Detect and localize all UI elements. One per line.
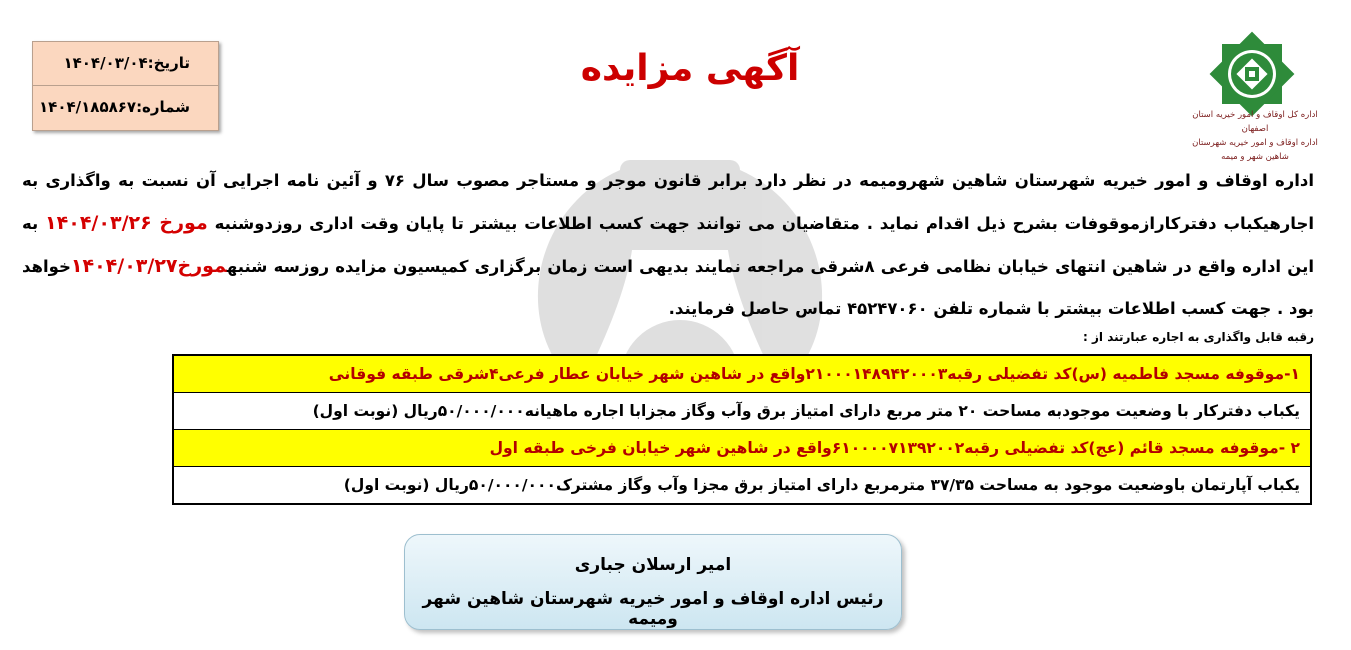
body-text-part-2: به این اداره واقع در شاهین انتهای خیابان نظامی فرعی ۸شرقی مراجعه نمایند بدیهی است زمان برگزاری کمیسیون مزایده روزسه شنبه xyxy=(22,214,1314,276)
table-row: یکباب آپارتمان باوضعیت موجود به مساحت ۳۷/۳۵ مترمربع دارای امتیاز برق مجزا وآب وگاز مشترک۵۰/۰۰۰/۰۰۰ریال (نوبت اول) xyxy=(174,467,1310,503)
number-label: شماره:۱۴۰۴/۱۸۵۸۶۷ xyxy=(33,85,218,129)
signatory-title: رئیس اداره اوقاف و امور خیریه شهرستان شاهین شهر ومیمه xyxy=(422,589,884,629)
logo-line-2: اداره اوقاف و امور خیریه شهرستان شاهین شهر و میمه xyxy=(1192,138,1318,162)
properties-subheading: رقبه قابل واگذاری به اجاره عبارتند از : xyxy=(1083,330,1314,344)
table-row: ۱-موقوفه مسجد فاطمیه (س)کد تفضیلی رقبه۲۱۰۰۰۱۴۸۹۴۲۰۰۰۳واقع در شاهین شهر خیابان عطار فرعی۴شرقی طبقه فوقانی xyxy=(174,356,1310,393)
auction-date: مورخ۱۴۰۴/۰۳/۲۷ xyxy=(70,255,227,277)
deadline-date: مورخ ۱۴۰۴/۰۳/۲۶ xyxy=(45,212,208,234)
date-label: تاریخ:۱۴۰۴/۰۳/۰۴ xyxy=(63,54,190,72)
property-table xyxy=(172,354,1312,505)
signature-box xyxy=(404,534,902,630)
logo-caption xyxy=(1180,108,1330,164)
date-number-box xyxy=(32,41,219,131)
body-text-part-3: خواهد بود . جهت کسب اطلاعات بیشتر با شماره تلفن ۴۵۲۴۷۰۶۰ تماس حاصل فرمایند. xyxy=(22,257,1314,318)
body-text-part-1: اداره اوقاف و امور خیریه شهرستان شاهین شهرومیمه در نظر دارد برابر قانون موجر و مستاجر مصوب سال ۷۶ و آئین نامه اجرایی آن نسبت به واگذاری به اجارهیکباب دفترکارازموقوفات بشرح ذیل اقدام نماید . متقاضیان می توانند جهت کسب اطلاعات بیشتر تا پایان وقت اداری روزدوشنبه xyxy=(22,171,1314,233)
table-row: ۲ -موقوفه مسجد قائم (عج)کد تفضیلی رقبه۶۱۰۰۰۰۷۱۳۹۲۰۰۲واقع در شاهین شهر خیابان فرخی طبقه اول xyxy=(174,430,1310,467)
logo-line-1: اداره کل اوقاف و امور خیریه استان اصفهان xyxy=(1192,110,1318,134)
table-row: یکباب دفترکار با وضعیت موجودبه مساحت ۲۰ متر مربع دارای امتیاز برق وآب وگاز مجزابا اجاره ماهیانه۵۰/۰۰۰/۰۰۰ریال (نوبت اول) xyxy=(174,393,1310,430)
signatory-name: امیر ارسلان جباری xyxy=(574,555,732,575)
announcement-body xyxy=(22,160,1314,330)
page-title: آگهی مزایده xyxy=(580,48,800,89)
